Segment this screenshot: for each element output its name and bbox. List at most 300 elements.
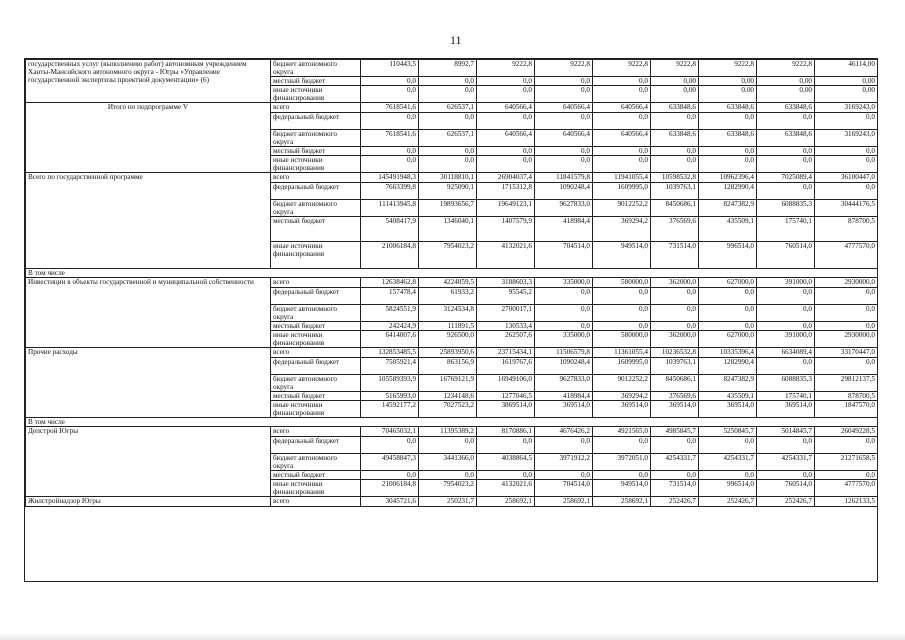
- funding-source: федеральный бюджет: [271, 183, 361, 200]
- funding-source: бюджет автономного округа: [271, 60, 361, 77]
- value-cell: 0,0: [815, 305, 878, 322]
- table-row: [26, 497, 878, 507]
- value-cell: 0,00: [699, 86, 757, 103]
- value-cell: 252426,7: [699, 497, 757, 507]
- value-cell: 11941055,4: [593, 173, 651, 183]
- value-cell: 3971912,2: [535, 454, 593, 471]
- value-cell: 5408417,9: [361, 217, 419, 242]
- value-cell: 0,0: [815, 183, 878, 200]
- value-cell: 6088835,3: [757, 200, 815, 217]
- value-cell: 0,0: [535, 86, 593, 103]
- value-cell: 9222,8: [477, 60, 535, 77]
- value-cell: 0,0: [757, 288, 815, 305]
- value-cell: 1715312,8: [477, 183, 535, 200]
- value-cell: 3169243,0: [815, 130, 878, 147]
- value-cell: 111413945,8: [361, 200, 419, 217]
- value-cell: 0,0: [477, 86, 535, 103]
- section-title: Прочие расходы: [26, 348, 271, 418]
- value-cell: 0,0: [699, 437, 757, 454]
- value-cell: 0,0: [535, 437, 593, 454]
- funding-source: иные источники финансирования: [271, 331, 361, 348]
- value-cell: 8450686,1: [651, 200, 699, 217]
- value-cell: 4254331,7: [757, 454, 815, 471]
- value-cell: 12638462,8: [361, 278, 419, 288]
- value-cell: 61933,2: [419, 288, 477, 305]
- table-subheader-row: [26, 269, 878, 278]
- value-cell: 0,0: [815, 113, 878, 130]
- value-cell: 0,0: [815, 437, 878, 454]
- value-cell: 29812137,5: [815, 375, 878, 392]
- value-cell: 0,0: [757, 437, 815, 454]
- value-cell: 0,0: [361, 86, 419, 103]
- value-cell: 640566,4: [477, 130, 535, 147]
- value-cell: 6634089,4: [757, 348, 815, 358]
- value-cell: 11506579,8: [535, 348, 593, 358]
- value-cell: 9222,8: [535, 60, 593, 77]
- value-cell: 1847570,0: [815, 401, 878, 418]
- value-cell: 2700017,1: [477, 305, 535, 322]
- value-cell: 731514,0: [651, 242, 699, 269]
- value-cell: 0,0: [419, 471, 477, 480]
- value-cell: 175740,1: [757, 392, 815, 401]
- funding-source: федеральный бюджет: [271, 358, 361, 375]
- value-cell: 0,0: [757, 156, 815, 173]
- value-cell: 21271658,5: [815, 454, 878, 471]
- value-cell: 105589393,9: [361, 375, 419, 392]
- section-title: Инвестиции в объекты государственной и муниципальной собственности: [26, 278, 271, 348]
- value-cell: 996514,0: [699, 242, 757, 269]
- value-cell: 0,0: [593, 288, 651, 305]
- value-cell: 369294,2: [593, 217, 651, 242]
- value-cell: 21006184,8: [361, 480, 419, 497]
- value-cell: 9627833,0: [535, 200, 593, 217]
- value-cell: 0,0: [593, 322, 651, 331]
- value-cell: 0,0: [419, 77, 477, 86]
- value-cell: 1277046,5: [477, 392, 535, 401]
- value-cell: 0,0: [419, 113, 477, 130]
- value-cell: 4777570,0: [815, 242, 878, 269]
- value-cell: 1609995,0: [593, 358, 651, 375]
- value-cell: 10335396,4: [699, 348, 757, 358]
- value-cell: 4676426,2: [535, 427, 593, 437]
- value-cell: 26049228,5: [815, 427, 878, 437]
- value-cell: 10236532,8: [651, 348, 699, 358]
- value-cell: 7954023,2: [419, 480, 477, 497]
- value-cell: 0,0: [477, 147, 535, 156]
- funding-source: федеральный бюджет: [271, 288, 361, 305]
- funding-source: всего: [271, 497, 361, 507]
- value-cell: 49458847,3: [361, 454, 419, 471]
- value-cell: 70465032,1: [361, 427, 419, 437]
- value-cell: 0,0: [361, 156, 419, 173]
- value-cell: 258692,1: [593, 497, 651, 507]
- value-cell: 435509,1: [699, 217, 757, 242]
- value-cell: 0,0: [757, 471, 815, 480]
- value-cell: 21006184,8: [361, 242, 419, 269]
- value-cell: 1407579,9: [477, 217, 535, 242]
- value-cell: 926500,0: [419, 331, 477, 348]
- value-cell: 5824551,9: [361, 305, 419, 322]
- value-cell: 0,00: [815, 86, 878, 103]
- value-cell: 0,0: [593, 471, 651, 480]
- value-cell: 30444176,5: [815, 200, 878, 217]
- value-cell: 0,0: [757, 113, 815, 130]
- value-cell: 1346040,1: [419, 217, 477, 242]
- funding-source: иные источники финансирования: [271, 156, 361, 173]
- value-cell: 0,0: [477, 437, 535, 454]
- section-title: государственных услуг (выполнению работ) автономным учреждением Ханты-Мансийского автономного округа - Югры «Управление государственной экспертизы проектной документации» (6): [26, 60, 271, 103]
- value-cell: 19649123,1: [477, 200, 535, 217]
- subheader-label: В том числе: [26, 269, 878, 278]
- page-number: 11: [450, 33, 462, 47]
- value-cell: 0,0: [651, 471, 699, 480]
- value-cell: 0,00: [651, 86, 699, 103]
- value-cell: 10962396,4: [699, 173, 757, 183]
- value-cell: 0,0: [699, 147, 757, 156]
- funding-source: местный бюджет: [271, 217, 361, 242]
- value-cell: 258692,1: [477, 497, 535, 507]
- value-cell: 145491948,3: [361, 173, 419, 183]
- value-cell: 627000,0: [699, 331, 757, 348]
- value-cell: 2930000,0: [815, 278, 878, 288]
- value-cell: 0,0: [815, 147, 878, 156]
- value-cell: 4921565,0: [593, 427, 651, 437]
- value-cell: 0,0: [593, 77, 651, 86]
- value-cell: 335000,0: [535, 278, 593, 288]
- value-cell: 0,0: [535, 156, 593, 173]
- funding-source: федеральный бюджет: [271, 437, 361, 454]
- value-cell: 0,0: [419, 156, 477, 173]
- value-cell: 132853485,5: [361, 348, 419, 358]
- value-cell: 252426,7: [757, 497, 815, 507]
- value-cell: 760514,0: [757, 242, 815, 269]
- funding-source: местный бюджет: [271, 77, 361, 86]
- value-cell: 0,0: [757, 147, 815, 156]
- value-cell: 0,0: [419, 86, 477, 103]
- value-cell: 640566,4: [535, 130, 593, 147]
- funding-source: всего: [271, 173, 361, 183]
- value-cell: 0,0: [699, 288, 757, 305]
- value-cell: 26904037,4: [477, 173, 535, 183]
- value-cell: 3124534,8: [419, 305, 477, 322]
- table-row: [26, 60, 878, 77]
- value-cell: 627000,0: [699, 278, 757, 288]
- funding-source: иные источники финансирования: [271, 480, 361, 497]
- value-cell: 0,00: [757, 77, 815, 86]
- funding-source: бюджет автономного округа: [271, 454, 361, 471]
- funding-source: бюджет автономного округа: [271, 130, 361, 147]
- value-cell: 36100447,0: [815, 173, 878, 183]
- value-cell: 0,00: [757, 86, 815, 103]
- value-cell: 0,00: [699, 77, 757, 86]
- funding-source: иные источники финансирования: [271, 401, 361, 418]
- value-cell: 130533,4: [477, 322, 535, 331]
- value-cell: 11395389,2: [419, 427, 477, 437]
- value-cell: 0,0: [651, 147, 699, 156]
- funding-source: бюджет автономного округа: [271, 375, 361, 392]
- value-cell: 9627833,0: [535, 375, 593, 392]
- value-cell: 3869514,0: [477, 401, 535, 418]
- value-cell: 258692,1: [535, 497, 593, 507]
- value-cell: 3045721,6: [361, 497, 419, 507]
- scan-edge: [0, 632, 905, 640]
- value-cell: 0,0: [535, 471, 593, 480]
- value-cell: 0,0: [593, 86, 651, 103]
- value-cell: 250231,7: [419, 497, 477, 507]
- value-cell: 10598532,8: [651, 173, 699, 183]
- value-cell: 242424,9: [361, 322, 419, 331]
- funding-source: местный бюджет: [271, 147, 361, 156]
- budget-table-frame: [24, 58, 878, 582]
- value-cell: 7618541,6: [361, 103, 419, 113]
- table-row: [26, 348, 878, 358]
- value-cell: 3441366,0: [419, 454, 477, 471]
- value-cell: 369514,0: [593, 401, 651, 418]
- value-cell: 9222,8: [593, 60, 651, 77]
- value-cell: 335000,0: [535, 331, 593, 348]
- funding-source: всего: [271, 427, 361, 437]
- value-cell: 0,00: [651, 77, 699, 86]
- value-cell: 6414007,6: [361, 331, 419, 348]
- value-cell: 8992,7: [419, 60, 477, 77]
- value-cell: 0,0: [477, 471, 535, 480]
- value-cell: 0,0: [535, 305, 593, 322]
- value-cell: 0,0: [651, 156, 699, 173]
- funding-source: иные источники финансирования: [271, 242, 361, 269]
- section-title: Итого по подпрограмме V: [26, 103, 271, 173]
- value-cell: 0,0: [815, 358, 878, 375]
- value-cell: 4985845,7: [651, 427, 699, 437]
- value-cell: 30118810,1: [419, 173, 477, 183]
- value-cell: 0,00: [815, 77, 878, 86]
- funding-source: бюджет автономного округа: [271, 200, 361, 217]
- value-cell: 418984,4: [535, 392, 593, 401]
- value-cell: 0,0: [535, 147, 593, 156]
- value-cell: 0,0: [419, 147, 477, 156]
- value-cell: 46114,00: [815, 60, 878, 77]
- value-cell: 0,0: [361, 113, 419, 130]
- value-cell: 252426,7: [651, 497, 699, 507]
- value-cell: 0,0: [815, 288, 878, 305]
- value-cell: 5014845,7: [757, 427, 815, 437]
- value-cell: 878700,5: [815, 217, 878, 242]
- value-cell: 0,0: [757, 305, 815, 322]
- value-cell: 95545,2: [477, 288, 535, 305]
- value-cell: 0,0: [593, 305, 651, 322]
- value-cell: 996514,0: [699, 480, 757, 497]
- value-cell: 863156,9: [419, 358, 477, 375]
- value-cell: 626537,1: [419, 130, 477, 147]
- value-cell: 640566,4: [477, 103, 535, 113]
- value-cell: 418984,4: [535, 217, 593, 242]
- value-cell: 760514,0: [757, 480, 815, 497]
- value-cell: 0,0: [815, 322, 878, 331]
- value-cell: 0,0: [757, 322, 815, 331]
- value-cell: 0,0: [361, 471, 419, 480]
- value-cell: 0,0: [815, 471, 878, 480]
- value-cell: 4254331,7: [651, 454, 699, 471]
- value-cell: 0,0: [651, 437, 699, 454]
- value-cell: 4224859,5: [419, 278, 477, 288]
- value-cell: 1234148,6: [419, 392, 477, 401]
- funding-source: местный бюджет: [271, 471, 361, 480]
- budget-table: [25, 59, 878, 507]
- value-cell: 2930000,0: [815, 331, 878, 348]
- value-cell: 3169243,0: [815, 103, 878, 113]
- value-cell: 8450686,1: [651, 375, 699, 392]
- value-cell: 19893656,7: [419, 200, 477, 217]
- value-cell: 376569,6: [651, 217, 699, 242]
- value-cell: 262507,6: [477, 331, 535, 348]
- value-cell: 731514,0: [651, 480, 699, 497]
- value-cell: 9012252,2: [593, 375, 651, 392]
- value-cell: 580000,0: [593, 278, 651, 288]
- value-cell: 1039763,1: [651, 358, 699, 375]
- value-cell: 633848,6: [757, 130, 815, 147]
- value-cell: 6088835,3: [757, 375, 815, 392]
- value-cell: 0,0: [361, 437, 419, 454]
- budget-table-body: [26, 60, 878, 507]
- funding-source: иные источники финансирования: [271, 86, 361, 103]
- value-cell: 0,0: [361, 147, 419, 156]
- value-cell: 0,0: [699, 113, 757, 130]
- funding-source: федеральный бюджет: [271, 113, 361, 130]
- value-cell: 3188603,3: [477, 278, 535, 288]
- funding-source: всего: [271, 103, 361, 113]
- value-cell: 369514,0: [699, 401, 757, 418]
- value-cell: 11361055,4: [593, 348, 651, 358]
- value-cell: 4254331,7: [699, 454, 757, 471]
- value-cell: 0,0: [419, 437, 477, 454]
- value-cell: 369294,2: [593, 392, 651, 401]
- table-row: [26, 278, 878, 288]
- value-cell: 0,0: [593, 156, 651, 173]
- value-cell: 1262133,5: [815, 497, 878, 507]
- table-subheader-row: [26, 418, 878, 427]
- value-cell: 362000,0: [651, 278, 699, 288]
- value-cell: 5165993,0: [361, 392, 419, 401]
- value-cell: 7663399,8: [361, 183, 419, 200]
- value-cell: 0,0: [757, 358, 815, 375]
- value-cell: 1039763,1: [651, 183, 699, 200]
- value-cell: 9222,8: [699, 60, 757, 77]
- value-cell: 4132021,6: [477, 242, 535, 269]
- table-row: [26, 427, 878, 437]
- value-cell: 0,0: [535, 113, 593, 130]
- value-cell: 0,0: [535, 288, 593, 305]
- value-cell: 9012252,2: [593, 200, 651, 217]
- value-cell: 4038864,5: [477, 454, 535, 471]
- funding-source: бюджет автономного округа: [271, 305, 361, 322]
- value-cell: 633848,6: [651, 130, 699, 147]
- value-cell: 0,0: [535, 77, 593, 86]
- value-cell: 0,0: [477, 156, 535, 173]
- value-cell: 391000,0: [757, 331, 815, 348]
- table-row: [26, 103, 878, 113]
- value-cell: 4132021,6: [477, 480, 535, 497]
- value-cell: 8170886,1: [477, 427, 535, 437]
- value-cell: 1282990,4: [699, 358, 757, 375]
- value-cell: 435509,1: [699, 392, 757, 401]
- value-cell: 0,0: [757, 183, 815, 200]
- value-cell: 369514,0: [535, 401, 593, 418]
- value-cell: 640566,4: [593, 130, 651, 147]
- value-cell: 3972051,0: [593, 454, 651, 471]
- value-cell: 0,0: [699, 305, 757, 322]
- value-cell: 16949106,0: [477, 375, 535, 392]
- value-cell: 0,0: [535, 322, 593, 331]
- value-cell: 0,0: [361, 77, 419, 86]
- value-cell: 5250845,7: [699, 427, 757, 437]
- value-cell: 9222,8: [757, 60, 815, 77]
- value-cell: 0,0: [699, 471, 757, 480]
- value-cell: 1609995,0: [593, 183, 651, 200]
- table-row: [26, 173, 878, 183]
- value-cell: 11841579,8: [535, 173, 593, 183]
- value-cell: 111891,5: [419, 322, 477, 331]
- value-cell: 626537,1: [419, 103, 477, 113]
- value-cell: 7505921,4: [361, 358, 419, 375]
- value-cell: 0,0: [477, 113, 535, 130]
- value-cell: 0,0: [651, 113, 699, 130]
- value-cell: 7027523,2: [419, 401, 477, 418]
- value-cell: 0,0: [699, 322, 757, 331]
- value-cell: 1619767,6: [477, 358, 535, 375]
- value-cell: 8247382,9: [699, 200, 757, 217]
- value-cell: 362000,0: [651, 331, 699, 348]
- value-cell: 4777570,0: [815, 480, 878, 497]
- value-cell: 949514,0: [593, 480, 651, 497]
- value-cell: 376569,6: [651, 392, 699, 401]
- value-cell: 0,0: [815, 156, 878, 173]
- value-cell: 0,0: [593, 113, 651, 130]
- value-cell: 369514,0: [757, 401, 815, 418]
- value-cell: 14592177,2: [361, 401, 419, 418]
- value-cell: 633848,6: [757, 103, 815, 113]
- value-cell: 878700,5: [815, 392, 878, 401]
- value-cell: 0,0: [477, 77, 535, 86]
- value-cell: 157478,4: [361, 288, 419, 305]
- value-cell: 391000,0: [757, 278, 815, 288]
- value-cell: 1090248,4: [535, 183, 593, 200]
- value-cell: 640566,4: [535, 103, 593, 113]
- funding-source: всего: [271, 348, 361, 358]
- value-cell: 0,0: [651, 288, 699, 305]
- value-cell: 633848,6: [699, 103, 757, 113]
- value-cell: 25893950,6: [419, 348, 477, 358]
- value-cell: 7618541,6: [361, 130, 419, 147]
- section-title: Всего по государственной программе: [26, 173, 271, 269]
- value-cell: 640566,4: [593, 103, 651, 113]
- value-cell: 23715434,1: [477, 348, 535, 358]
- value-cell: 8247382,9: [699, 375, 757, 392]
- value-cell: 704514,0: [535, 480, 593, 497]
- section-title: Жилстройнадзор Югры: [26, 497, 271, 507]
- value-cell: 7025089,4: [757, 173, 815, 183]
- value-cell: 1282990,4: [699, 183, 757, 200]
- value-cell: 9222,8: [651, 60, 699, 77]
- section-title: Депстрой Югры: [26, 427, 271, 497]
- value-cell: 110443,5: [361, 60, 419, 77]
- funding-source: всего: [271, 278, 361, 288]
- value-cell: 580000,0: [593, 331, 651, 348]
- value-cell: 0,0: [699, 156, 757, 173]
- funding-source: местный бюджет: [271, 392, 361, 401]
- value-cell: 369514,0: [651, 401, 699, 418]
- value-cell: 925090,1: [419, 183, 477, 200]
- value-cell: 0,0: [651, 305, 699, 322]
- value-cell: 33170447,0: [815, 348, 878, 358]
